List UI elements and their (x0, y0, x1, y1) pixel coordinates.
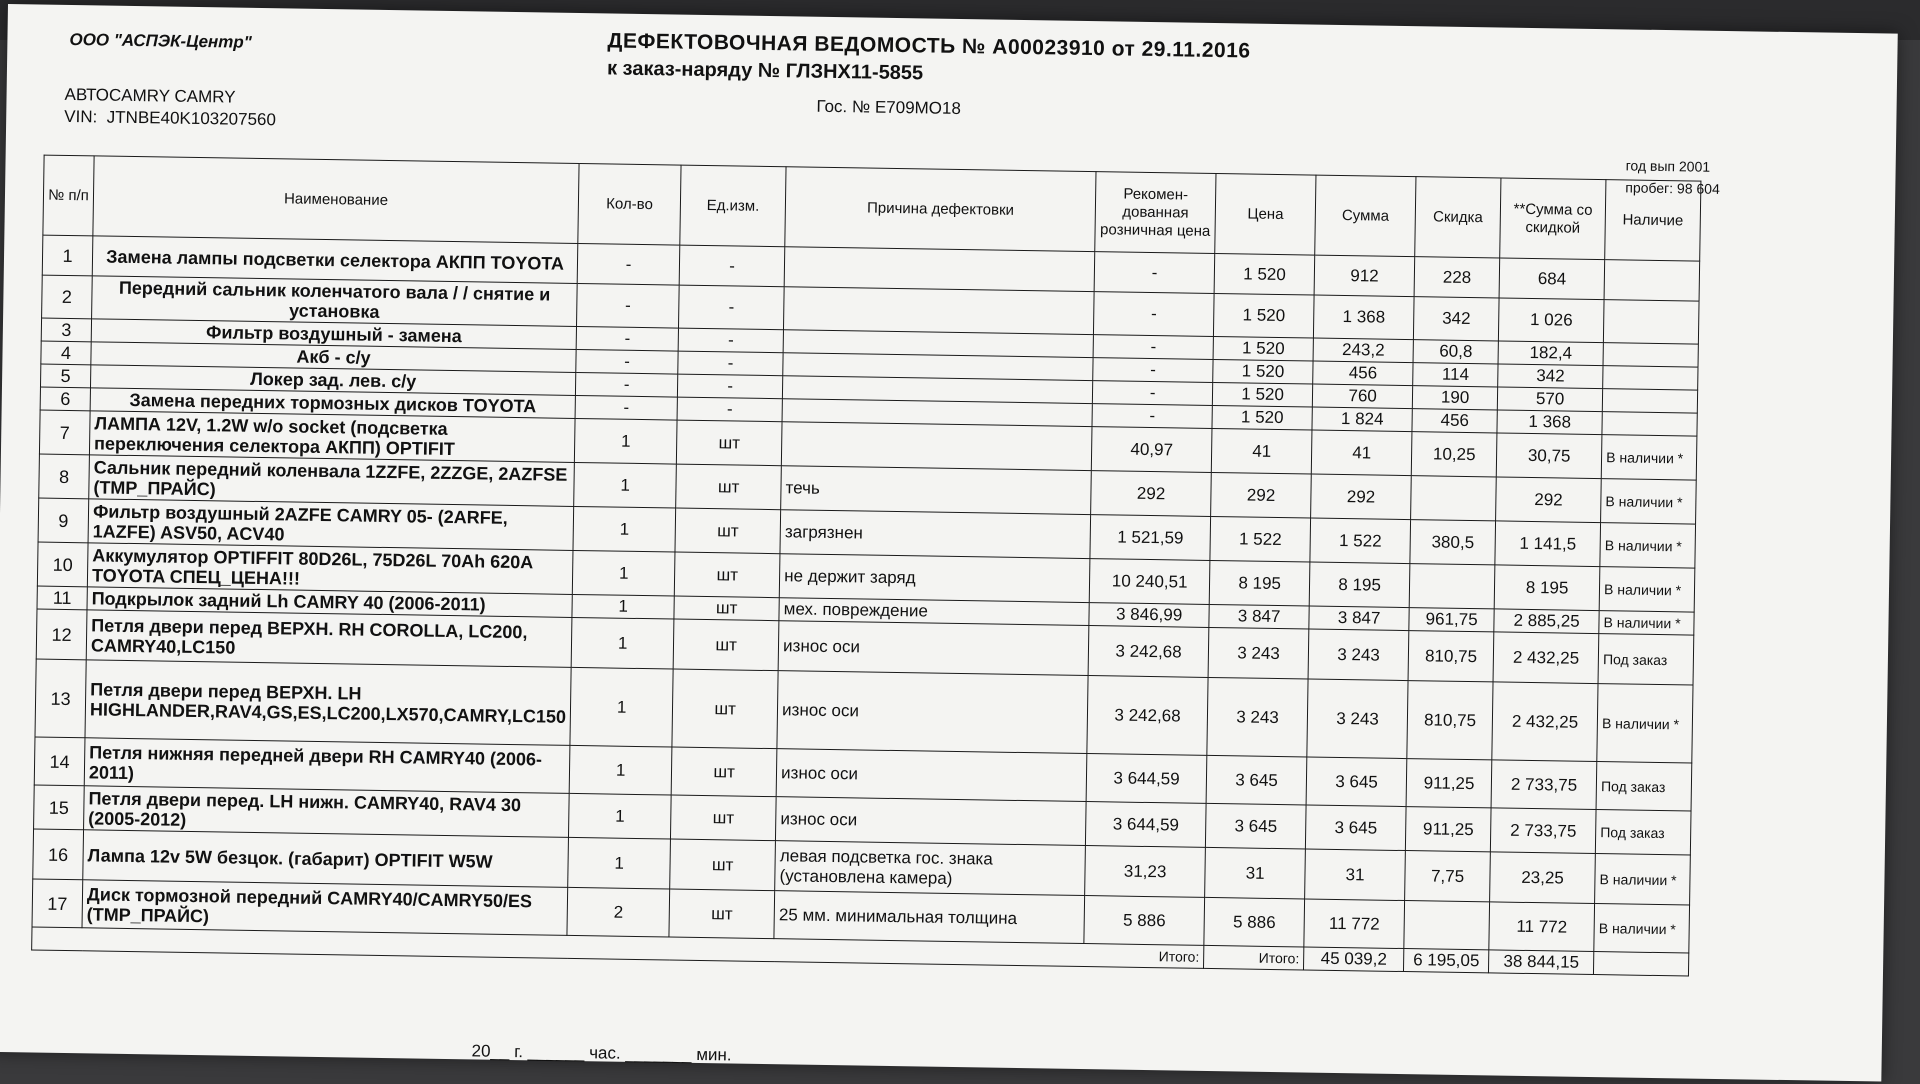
cell-discount: 10,25 (1411, 432, 1497, 477)
cell-unit: шт (675, 508, 781, 554)
cell-sum: 1 824 (1312, 407, 1412, 432)
cell-avail: В наличии * (1600, 523, 1696, 568)
totals-label-2: Итого: (1204, 945, 1304, 970)
header-sum-discount: **Сумма со скидкой (1500, 178, 1606, 260)
cell-avail (1604, 260, 1700, 301)
cell-discount: 810,75 (1407, 681, 1493, 760)
cell-name: Локер зад. лев. с/у (90, 365, 575, 396)
cell-name: Подкрылок задний Lh CAMRY 40 (2006-2011) (87, 587, 572, 618)
cell-price: 5 886 (1204, 897, 1305, 947)
cell-discount: 961,75 (1409, 608, 1494, 632)
cell-qty: 1 (572, 550, 675, 596)
cell-sum: 912 (1314, 255, 1415, 297)
cell-discount: 60,8 (1413, 340, 1498, 364)
cell-avail: В наличии * (1599, 611, 1694, 635)
footer-time-line: 20__ г. ______ час. _______ мин. (471, 1041, 732, 1065)
totals-sum: 45 039,2 (1304, 947, 1404, 972)
cell-rec: 1 521,59 (1090, 515, 1211, 561)
defect-table (31, 155, 1701, 977)
cell-sum: 243,2 (1313, 338, 1413, 363)
cell-qty: 1 (568, 837, 671, 889)
cell-discount (1404, 901, 1490, 950)
cell-no: 9 (38, 498, 89, 543)
totals-label-1: Итого: (32, 927, 1204, 968)
cell-rec: 40,97 (1091, 427, 1212, 473)
cell-sum-disc: 30,75 (1496, 433, 1602, 479)
cell-qty: 1 (574, 462, 677, 508)
cell-name: Передний сальник коленчатого вала / / снятие и установка (92, 276, 578, 327)
cell-reason: загрязнен (780, 510, 1091, 559)
cell-avail: Под заказ (1595, 810, 1691, 855)
cell-qty: - (576, 326, 678, 351)
header-sum: Сумма (1315, 175, 1416, 257)
cell-rec: 5 886 (1084, 896, 1205, 946)
document-sheet (0, 4, 1898, 1082)
cell-unit: - (679, 245, 785, 287)
cell-avail: В наличии * (1601, 479, 1697, 524)
cell-name: Замена передних тормозных дисков TOYOTA (90, 388, 575, 419)
cell-rec: - (1094, 292, 1215, 337)
header-discount: Скидка (1415, 177, 1501, 258)
cell-unit: - (677, 397, 782, 422)
cell-qty: - (577, 243, 680, 285)
cell-avail: В наличии * (1601, 435, 1697, 480)
cell-unit: шт (671, 795, 777, 841)
cell-qty: - (576, 349, 678, 374)
cell-unit: шт (676, 464, 782, 510)
cell-unit: шт (669, 889, 775, 939)
cell-avail: Под заказ (1596, 762, 1692, 811)
cell-avail: В наличии * (1597, 684, 1693, 763)
cell-sum-disc: 2 432,25 (1493, 632, 1599, 684)
cell-no: 7 (39, 410, 90, 455)
cell-discount (1409, 564, 1495, 609)
cell-name: Фильтр воздушный 2AZFE CAMRY 05- (2ARFE, 1AZFE) ASV50, ACV40 (88, 499, 574, 551)
cell-sum: 1 522 (1310, 518, 1411, 564)
cell-unit: - (679, 285, 785, 330)
cell-sum: 41 (1311, 430, 1412, 476)
cell-rec: 292 (1091, 471, 1212, 517)
cell-unit: шт (671, 747, 777, 797)
cell-name: Фильтр воздушный - замена (91, 319, 576, 350)
cell-no: 2 (42, 275, 93, 319)
cell-sum-disc: 182,4 (1498, 341, 1603, 366)
cell-price: 3 645 (1206, 755, 1307, 805)
cell-avail (1602, 412, 1697, 436)
cell-rec: 3 644,59 (1086, 754, 1207, 804)
cell-rec: 31,23 (1085, 846, 1206, 898)
cell-qty: 2 (567, 887, 670, 937)
cell-name: Аккумулятор OPTIFFIT 80D26L, 75D26L 70Ah 620A TOYOTA СПЕЦ_ЦЕНА!!! (87, 543, 573, 595)
cell-sum: 760 (1312, 384, 1412, 409)
cell-avail (1603, 366, 1698, 390)
cell-price: 292 (1211, 472, 1312, 518)
cell-no: 11 (37, 586, 87, 610)
cell-no: 6 (40, 387, 90, 411)
cell-rec: - (1092, 381, 1212, 406)
cell-unit: шт (674, 596, 779, 621)
cell-sum-disc: 2 733,75 (1491, 760, 1597, 810)
header-price: Цена (1215, 173, 1316, 255)
cell-sum: 3 243 (1307, 679, 1408, 759)
cell-qty: 1 (569, 793, 672, 839)
cell-avail (1603, 343, 1698, 367)
header-recommended-price: Рекомен-дованная розничная цена (1095, 172, 1216, 254)
organization-name: ООО "АСПЭК-Центр" (69, 29, 252, 52)
header-no: № п/п (43, 155, 94, 236)
cell-discount: 810,75 (1408, 631, 1494, 682)
cell-sum: 456 (1313, 361, 1413, 386)
cell-reason: мех. повреждение (779, 598, 1089, 626)
cell-sum: 11 772 (1304, 899, 1405, 949)
cell-no: 3 (41, 318, 91, 342)
cell-name: Петля нижняя передней двери RH CAMRY40 (2006-2011) (84, 738, 570, 794)
cell-rec: - (1092, 404, 1212, 429)
cell-qty: - (576, 372, 678, 397)
cell-rec: 3 644,59 (1086, 802, 1207, 848)
cell-qty: 1 (570, 667, 673, 747)
header-reason: Причина дефектовки (785, 167, 1096, 252)
cell-discount: 911,25 (1406, 807, 1492, 852)
auto-label: АВТО (64, 84, 110, 105)
cell-avail: В наличии * (1595, 854, 1691, 905)
cell-sum-disc: 2 432,25 (1492, 682, 1598, 762)
cell-reason: течь (781, 466, 1092, 515)
mileage: пробег: 98 604 (1625, 179, 1720, 197)
cell-unit: - (678, 328, 783, 353)
auto-value: CAMRY CAMRY (108, 85, 236, 107)
cell-sum: 3 645 (1306, 805, 1407, 851)
cell-sum-disc: 342 (1498, 364, 1603, 389)
cell-sum: 1 368 (1314, 295, 1415, 340)
cell-sum-disc: 684 (1499, 258, 1605, 300)
cell-discount: 114 (1413, 363, 1498, 387)
cell-unit: шт (670, 839, 776, 891)
cell-no: 4 (41, 341, 91, 365)
cell-rec: - (1093, 335, 1213, 360)
cell-rec: 3 846,99 (1089, 603, 1209, 628)
cell-sum: 292 (1311, 474, 1412, 520)
cell-avail (1602, 389, 1697, 413)
cell-price: 3 645 (1206, 803, 1307, 849)
cell-sum-disc: 2 733,75 (1490, 808, 1596, 854)
cell-sum-disc: 11 772 (1489, 902, 1595, 952)
auto-line (64, 85, 235, 108)
cell-price: 31 (1205, 847, 1306, 899)
cell-no: 10 (37, 542, 88, 587)
cell-sum: 3 645 (1306, 757, 1407, 807)
cell-avail: Под заказ (1598, 634, 1694, 685)
cell-name: Акб - с/у (91, 342, 576, 373)
cell-sum-disc: 8 195 (1494, 565, 1600, 611)
cell-no: 12 (36, 609, 87, 660)
cell-sum-disc: 2 885,25 (1494, 609, 1599, 634)
cell-avail (1604, 300, 1700, 344)
cell-name: Петля двери перед ВЕРХН. LH HIGHLANDER,RAV4,GS,ES,LC200,LX570,CAMRY,LC150 (85, 660, 571, 746)
cell-qty: - (575, 395, 677, 420)
document-title: ДЕФЕКТОВОЧНАЯ ВЕДОМОСТЬ № А00023910 от 29.11.2016 (607, 29, 1251, 63)
cell-sum: 8 195 (1309, 562, 1410, 608)
cell-qty: 1 (573, 506, 676, 552)
cell-price: 1 520 (1212, 405, 1312, 430)
cell-unit: шт (672, 669, 778, 749)
header-unit: Ед.изм. (680, 165, 786, 247)
cell-price: 3 847 (1209, 604, 1309, 629)
cell-name: Диск тормозной передний CAMRY40/CAMRY50/ES (ТМР_ПРАЙС) (82, 880, 568, 936)
cell-sum-disc: 570 (1497, 387, 1602, 412)
cell-reason (784, 247, 1095, 292)
cell-name: Лампа 12v 5W безцок. (габарит) OPTIFIT W5W (83, 830, 569, 888)
cell-rec: 3 242,68 (1087, 676, 1208, 756)
cell-sum: 3 243 (1308, 629, 1409, 681)
cell-qty: - (577, 283, 680, 328)
vin-value: JTNBE40K103207560 (106, 107, 277, 130)
cell-reason: износ оси (778, 621, 1089, 676)
cell-rec: 3 242,68 (1088, 626, 1209, 678)
cell-rec: - (1093, 358, 1213, 383)
cell-reason: левая подсветка гос. знака (установлена камера) (775, 841, 1086, 896)
cell-sum-disc: 292 (1496, 477, 1602, 523)
cell-price: 1 522 (1210, 516, 1311, 562)
cell-reason: 25 мм. минимальная толщина (774, 891, 1085, 944)
cell-unit: - (678, 351, 783, 376)
cell-price: 1 520 (1213, 359, 1313, 384)
cell-unit: шт (676, 420, 782, 466)
cell-sum-disc: 1 141,5 (1495, 521, 1601, 567)
cell-discount: 7,75 (1405, 851, 1491, 902)
cell-qty: 1 (569, 745, 672, 795)
cell-qty: 1 (572, 594, 674, 619)
header-qty: Кол-во (578, 163, 681, 245)
cell-unit: шт (674, 552, 780, 598)
vin-line (64, 107, 276, 130)
cell-discount (1411, 476, 1497, 521)
cell-sum: 31 (1305, 849, 1406, 901)
cell-avail: В наличии * (1599, 567, 1695, 612)
cell-sum-disc: 1 026 (1499, 298, 1605, 343)
cell-no: 14 (34, 737, 85, 786)
cell-no: 17 (32, 879, 83, 928)
cell-discount: 342 (1414, 297, 1500, 341)
cell-price: 1 520 (1212, 382, 1312, 407)
cell-rec: 10 240,51 (1089, 559, 1210, 605)
cell-name: Петля двери перед. LH нижн. CAMRY40, RAV4 30 (2005-2012) (84, 786, 570, 838)
cell-unit: шт (673, 619, 779, 671)
cell-rec: - (1094, 252, 1215, 294)
cell-price: 8 195 (1209, 560, 1310, 606)
cell-unit: - (678, 374, 783, 399)
cell-no: 16 (33, 829, 84, 880)
cell-price: 1 520 (1213, 336, 1313, 361)
cell-discount: 456 (1412, 409, 1497, 433)
cell-price: 3 243 (1207, 677, 1308, 757)
cell-no: 13 (35, 659, 86, 738)
cell-name: Петля двери перед ВЕРХН. RH COROLLA, LC200, CAMRY40,LC150 (86, 610, 572, 668)
vin-label: VIN: (64, 106, 98, 127)
cell-sum-disc: 23,25 (1490, 852, 1596, 904)
cell-reason: износ оси (777, 671, 1088, 754)
cell-name: Замена лампы подсветки селектора АКПП TOYOTA (92, 236, 578, 284)
cell-price: 41 (1211, 428, 1312, 474)
cell-discount: 228 (1414, 257, 1500, 298)
cell-reason: не держит заряд (779, 554, 1090, 603)
cell-qty: 1 (571, 617, 674, 669)
cell-reason (784, 287, 1095, 335)
cell-sum-disc: 1 368 (1497, 410, 1602, 435)
cell-no: 1 (42, 235, 93, 276)
header-availability: Наличие (1605, 180, 1701, 261)
document-subtitle: к заказ-наряду № ГЛЗНХ11-5855 (606, 57, 924, 85)
cell-discount: 380,5 (1410, 520, 1496, 565)
cell-no: 8 (39, 454, 90, 499)
cell-name: ЛАМПА 12V, 1.2W w/o socket (подсветка переключения селектора АКПП) OPTIFIT (89, 411, 575, 463)
gos-number: Гос. № Е709МО18 (816, 96, 962, 118)
totals-sum-discount: 38 844,15 (1489, 950, 1594, 975)
cell-reason: износ оси (776, 797, 1087, 846)
cell-name: Сальник передний коленвала 1ZZFE, 2ZZGE, 2AZFSE (ТМР_ПРАЙС) (89, 455, 575, 507)
cell-reason (781, 422, 1092, 471)
cell-discount: 911,25 (1406, 759, 1492, 808)
cell-discount: 190 (1412, 386, 1497, 410)
cell-sum: 3 847 (1309, 606, 1409, 631)
cell-no: 15 (34, 785, 85, 830)
cell-avail: В наличии * (1594, 904, 1690, 953)
totals-discount: 6 195,05 (1404, 949, 1489, 973)
cell-price: 1 520 (1214, 293, 1315, 338)
cell-no: 5 (40, 364, 90, 388)
cell-qty: 1 (574, 418, 677, 464)
cell-price: 3 243 (1208, 627, 1309, 679)
cell-reason: износ оси (776, 749, 1087, 802)
cell-price: 1 520 (1214, 253, 1315, 295)
header-name: Наименование (93, 156, 579, 244)
year-of-manufacture: год вып 2001 (1625, 157, 1711, 175)
